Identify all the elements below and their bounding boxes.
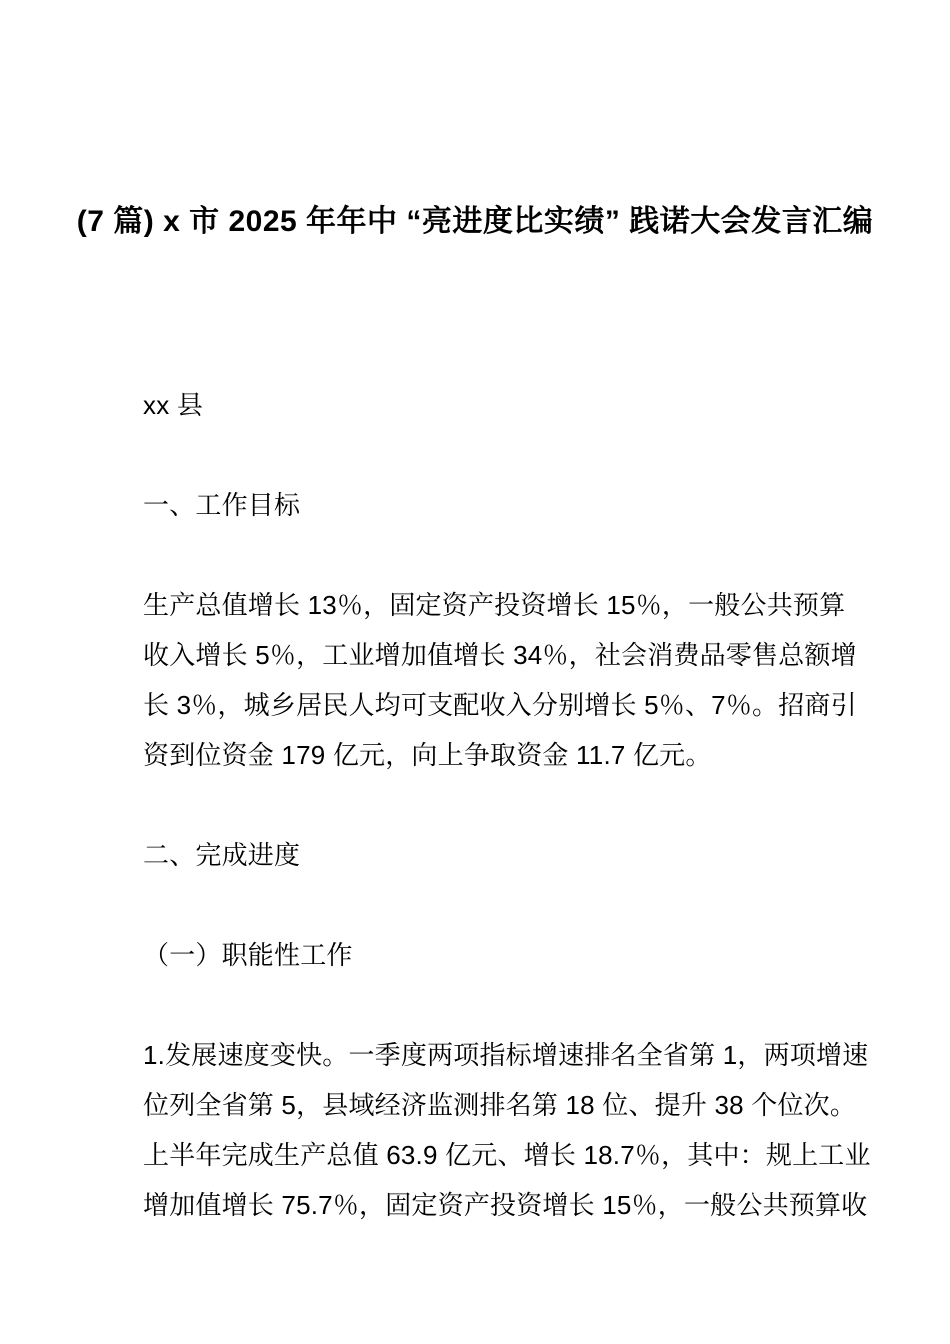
paragraph-work-goals	[0, 580, 950, 780]
paragraph-development-speed	[0, 1030, 950, 1230]
text-line: 增加值增长 75.7％，固定资产投资增长 15％，一般公共预算收	[143, 1190, 868, 1220]
text-line: 生产总值增长 13％，固定资产投资增长 15％，一般公共预算	[143, 590, 846, 620]
text-line: 上半年完成生产总值 63.9 亿元、增长 18.7％，其中：规上工业	[143, 1140, 871, 1170]
text-line: 长 3％，城乡居民人均可支配收入分别增长 5％、7％。招商引	[143, 690, 857, 720]
heading-completion-progress: 二、完成进度	[143, 840, 301, 870]
subheading-functional-work: （一）职能性工作	[143, 940, 353, 970]
heading-work-goals: 一、工作目标	[143, 490, 301, 520]
unit-name: xx 县	[143, 390, 204, 420]
text-line: 资到位资金 179 亿元，向上争取资金 11.7 亿元。	[143, 740, 712, 770]
text-line: 位列全省第 5，县域经济监测排名第 18 位、提升 38 个位次。	[143, 1090, 857, 1120]
text-line: 1.发展速度变快。一季度两项指标增速排名全省第 1，两项增速	[143, 1040, 869, 1070]
text-line: 收入增长 5％，工业增加值增长 34％，社会消费品零售总额增	[143, 640, 857, 670]
document-title: (7 篇) x 市 2025 年年中 “亮进度比实绩” 践诺大会发言汇编	[76, 205, 874, 238]
